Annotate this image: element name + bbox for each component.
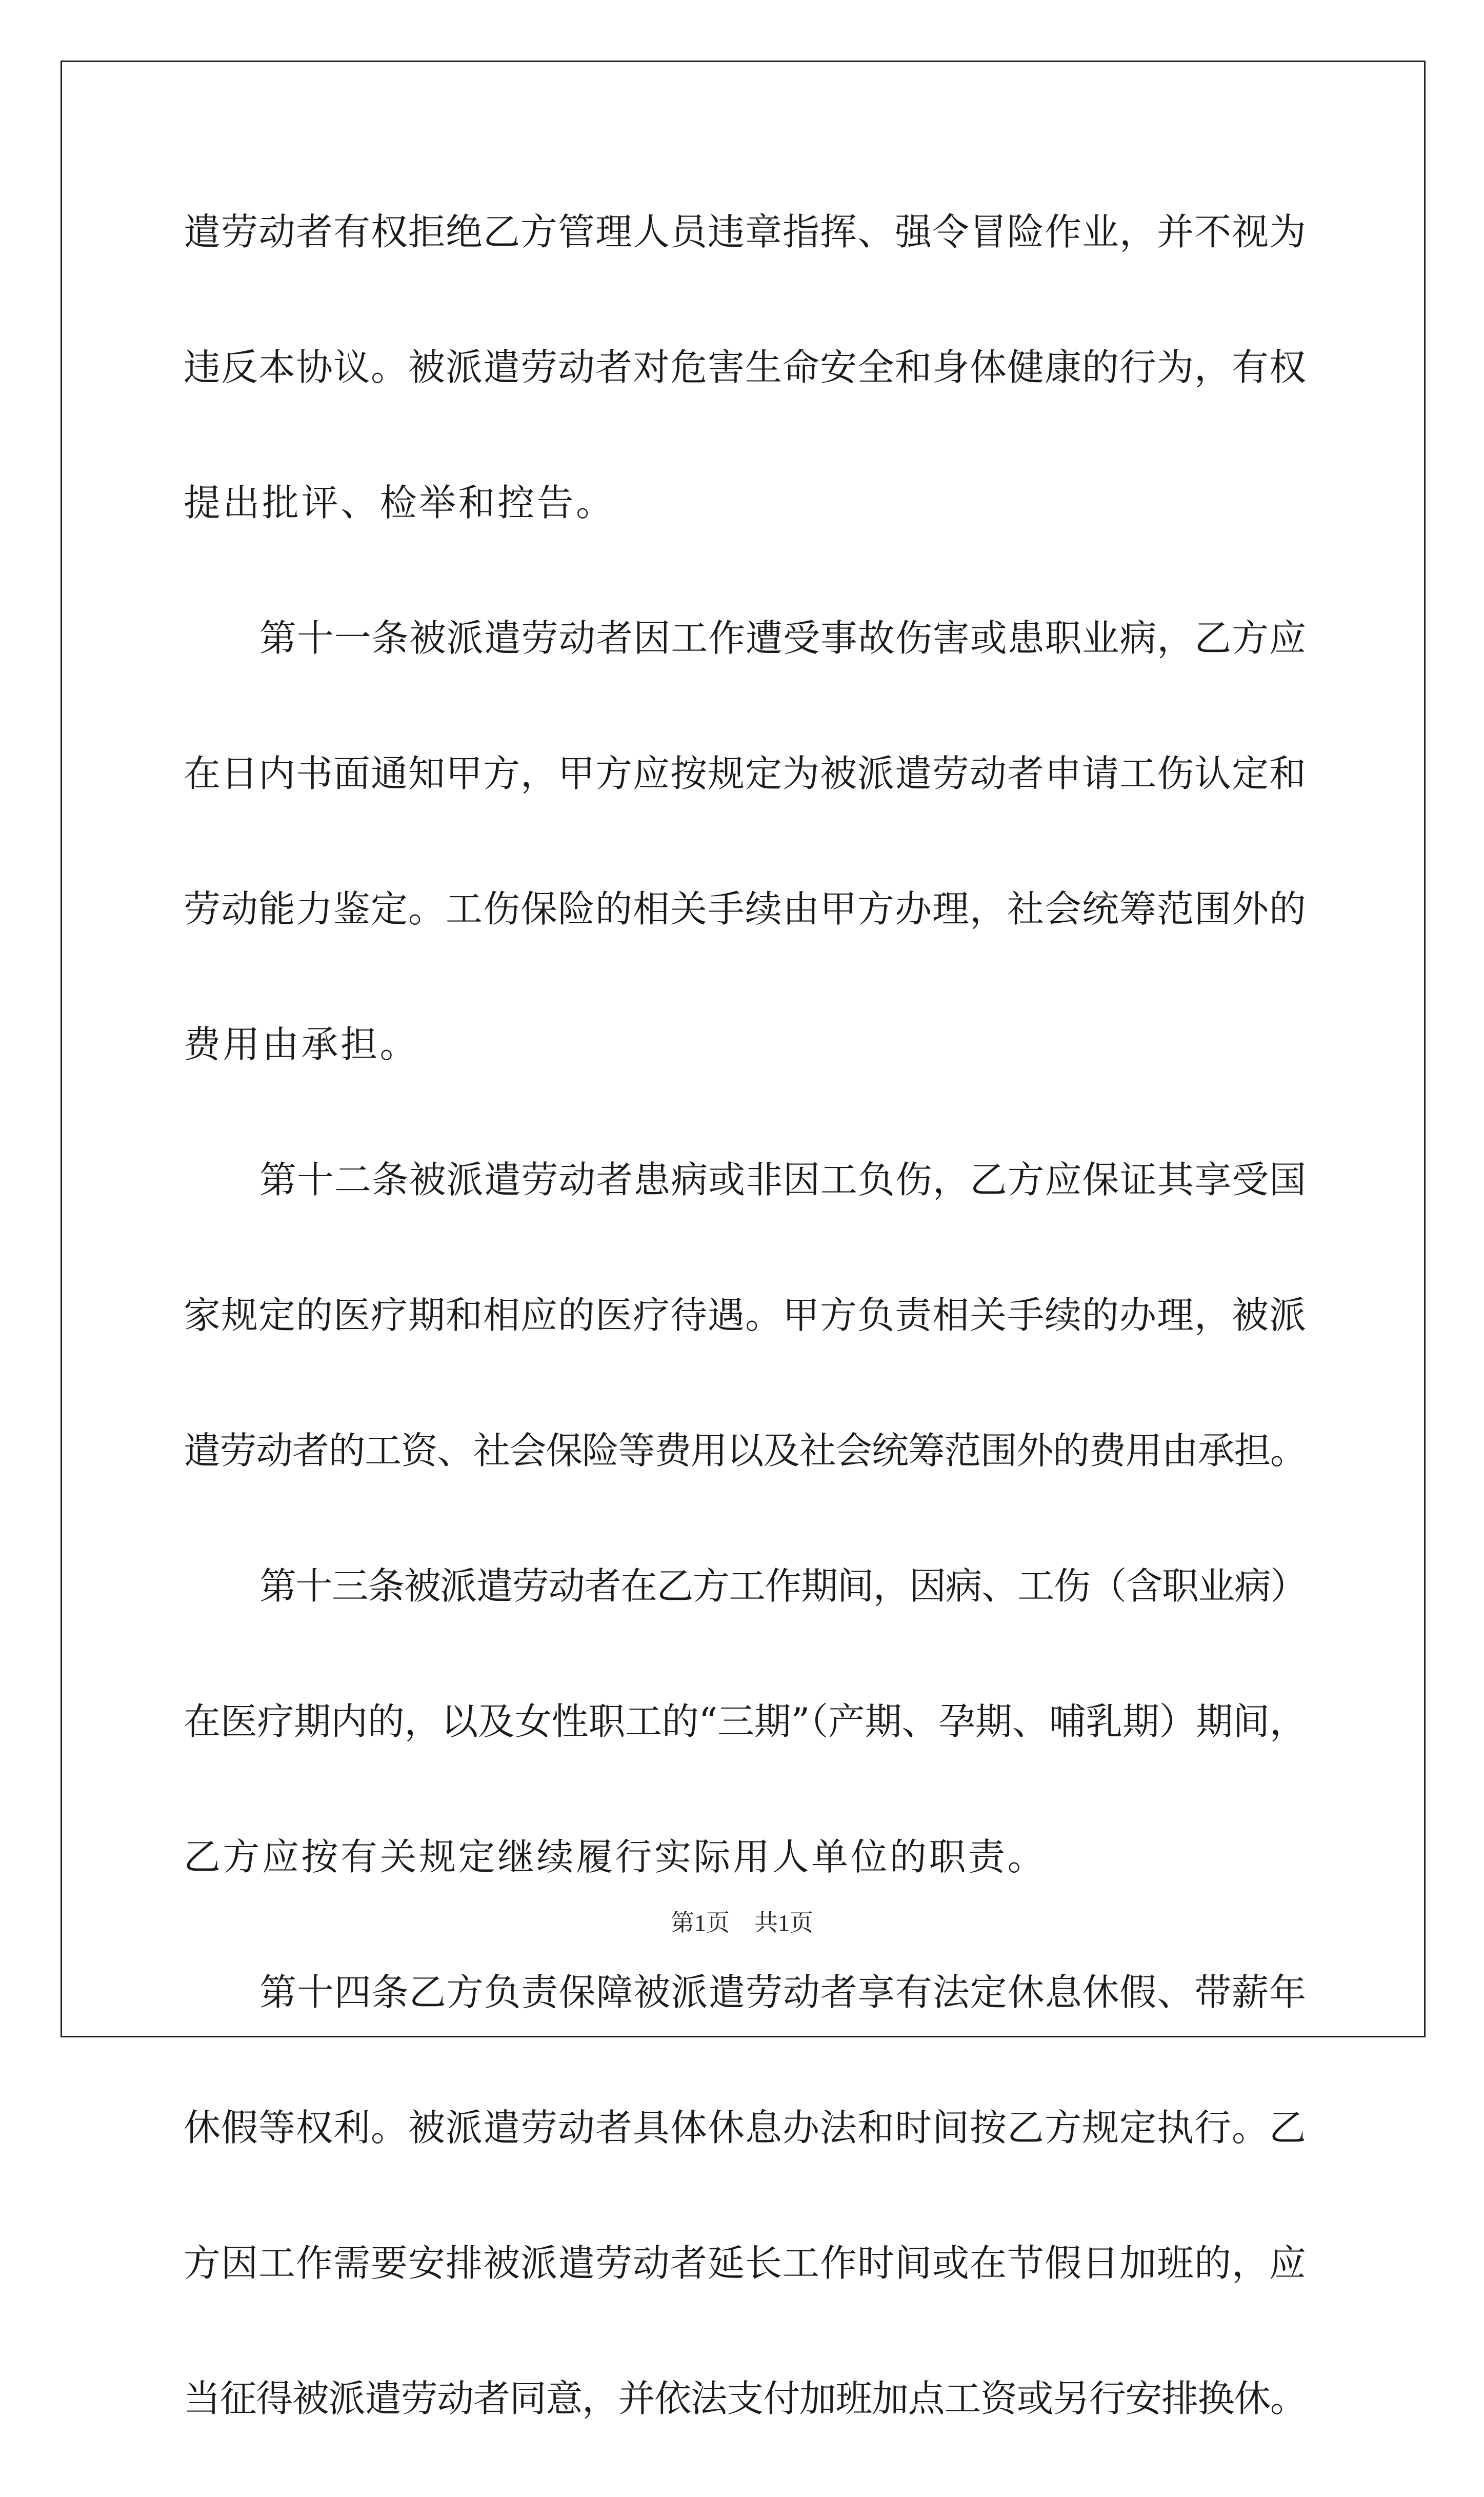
paragraph-first-line: 第十一条被派遣劳动者因工作遭受事故伤害或患职业病，乙方应 — [259, 617, 1307, 660]
paragraph-line: 违反本协议。被派遣劳动者对危害生命安全和身体健康的行为，有权 — [184, 346, 1307, 389]
paragraph-line: 劳动能力鉴定。工伤保险的相关手续由甲方办理，社会统筹范围外的 — [184, 887, 1307, 930]
paragraph-line: 方因工作需要安排被派遣劳动者延长工作时间或在节假日加班的，应 — [184, 2242, 1307, 2285]
page-footer — [0, 1904, 1484, 1938]
paragraph-line: 在日内书面通知甲方，甲方应按规定为被派遣劳动者申请工伤认定和 — [184, 752, 1307, 795]
paragraph-line: 遣劳动者的工资、社会保险等费用以及社会统筹范围外的费用由承担。 — [184, 1429, 1307, 1472]
paragraph-line: 费用由承担。 — [184, 1023, 419, 1066]
paragraph-line: 家规定的医疗期和相应的医疗待遇。甲方负责相关手续的办理，被派 — [184, 1294, 1307, 1337]
paragraph-first-line: 第十二条被派遣劳动者患病或非因工负伤，乙方应保证其享受国 — [259, 1158, 1307, 1201]
document-body — [184, 195, 1307, 2497]
paragraph-first-line: 第十三条被派遣劳动者在乙方工作期间，因病、工伤（含职业病） — [259, 1564, 1307, 1608]
paragraph-line: 乙方应按有关规定继续履行实际用人单位的职责。 — [184, 1835, 1047, 1878]
page-number-total: 共1页 — [754, 1910, 813, 1936]
paragraph-line: 在医疗期内的，以及女性职工的“三期”（产期、孕期、哺乳期）期间， — [184, 1700, 1307, 1743]
paragraph-line: 遣劳动者有权拒绝乙方管理人员违章指挥、强令冒险作业，并不视为 — [184, 210, 1307, 253]
page-number-current: 第1页 — [671, 1910, 730, 1936]
paragraph-line: 提出批评、检举和控告。 — [184, 481, 615, 524]
paragraph-first-line: 第十四条乙方负责保障被派遣劳动者享有法定休息休假、带薪年 — [259, 1971, 1307, 2014]
paragraph-line: 当征得被派遣劳动者同意，并依法支付加班加点工资或另行安排换休。 — [184, 2377, 1307, 2420]
paragraph-line: 休假等权利。被派遣劳动者具体休息办法和时间按乙方规定执行。乙 — [184, 2106, 1307, 2149]
